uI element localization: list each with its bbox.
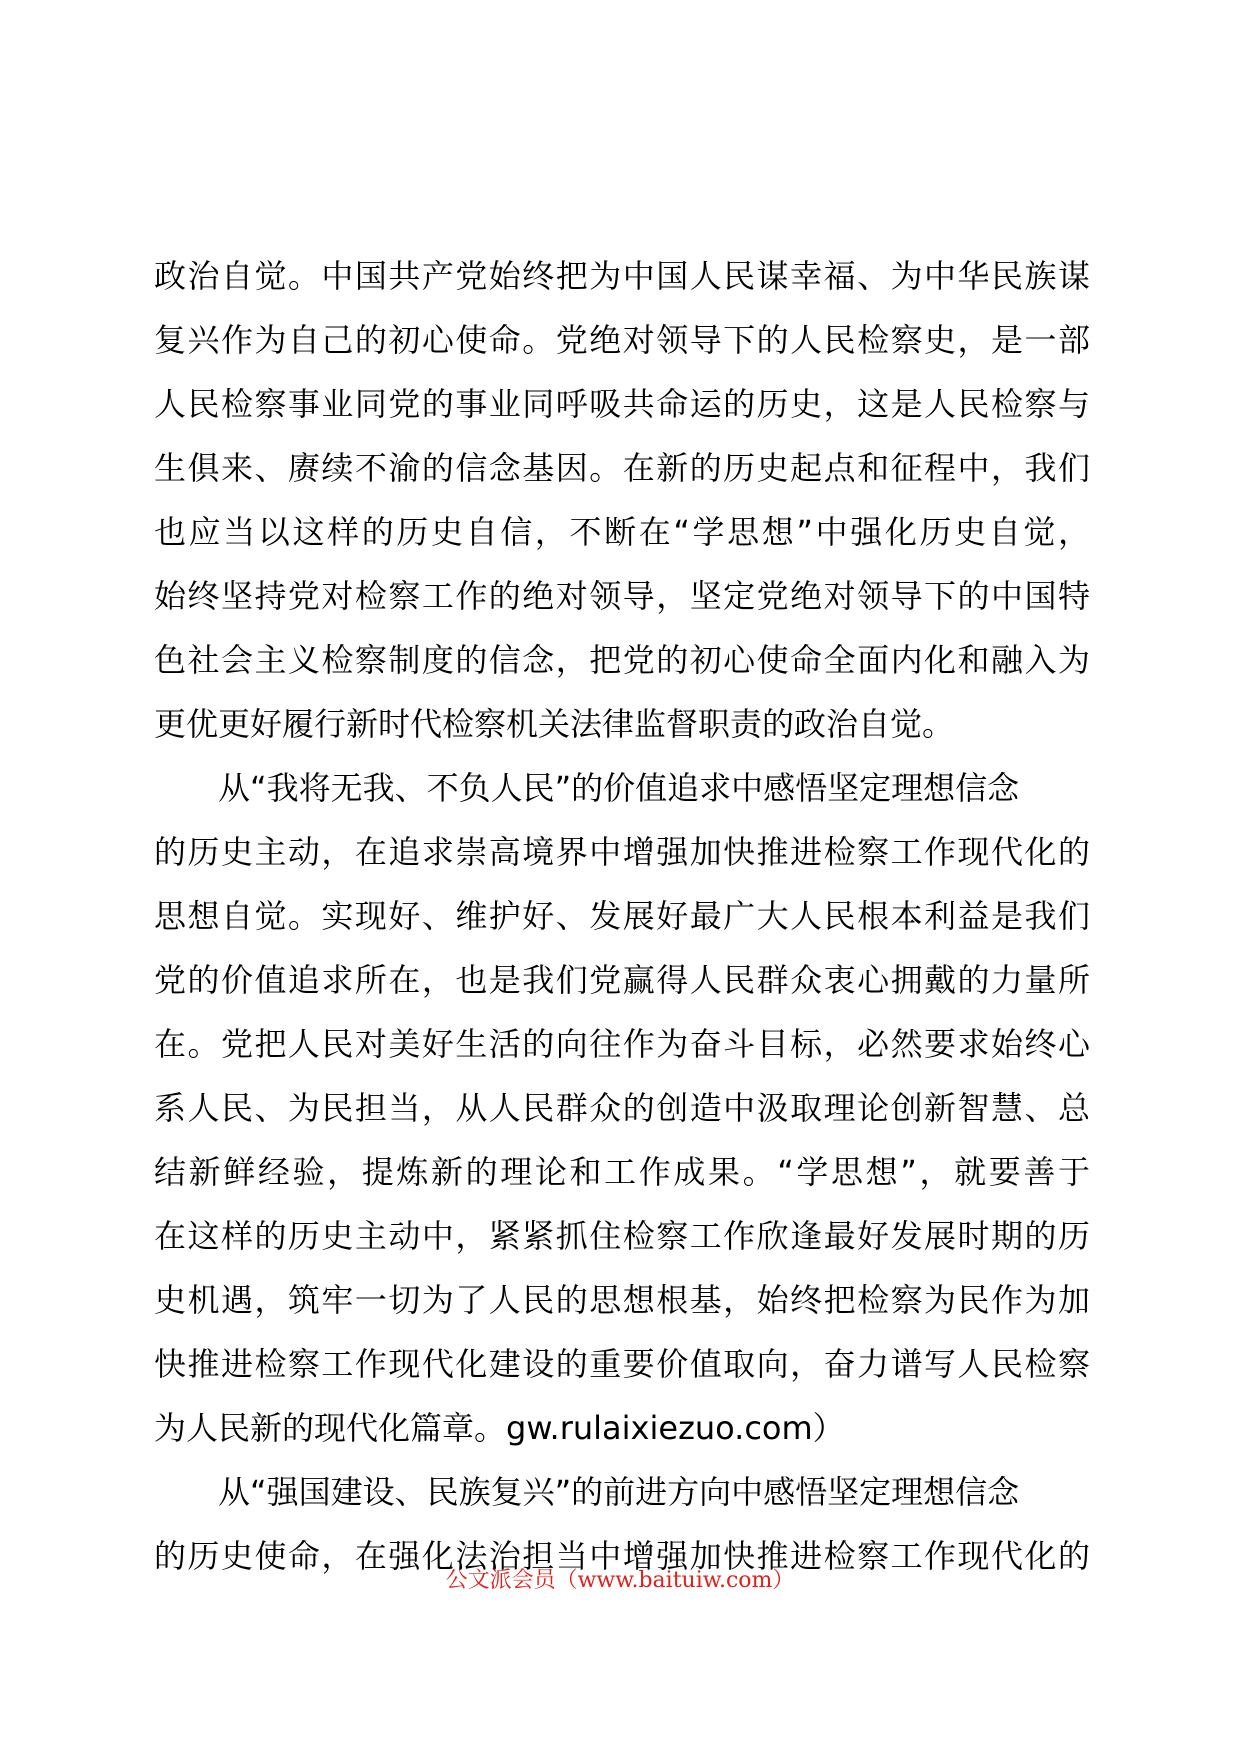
text-line-10: 的历史主动，在追求崇高境界中增强加快推进检察工作现代化的 [154,833,1090,871]
footer-watermark: 公文派会员（www.baituiw.com） [445,1568,795,1593]
text-line-3: 人民检察事业同党的事业同呼吸共命运的历史，这是人民检察与 [154,385,1090,423]
text-line-16: 在这样的历史主动中，紧紧抓住检察工作欣逢最好发展时期的历 [154,1217,1090,1255]
text-line-14: 系人民、为民担当，从人民群众的创造中汲取理论创新智慧、总 [154,1089,1090,1127]
text-line-2: 复兴作为自己的初心使命。党绝对领导下的人民检察史，是一部 [154,321,1090,359]
text-line-5: 也应当以这样的历史自信，不断在“学思想”中强化历史自觉， [154,513,1090,551]
text-line-15: 结新鲜经验，提炼新的理论和工作成果。“学思想”，就要善于 [154,1153,1090,1191]
text-line-19: 为人民新的现代化篇章。gw.rulaixiezuo.com） [154,1409,845,1447]
body-text [154,244,1090,1588]
text-line-4: 生俱来、赓续不渝的信念基因。在新的历史起点和征程中，我们 [154,449,1090,487]
text-line-13: 在。党把人民对美好生活的向往作为奋斗目标，必然要求始终心 [154,1025,1090,1063]
text-line-21: 的历史使命，在强化法治担当中增强加快推进检察工作现代化的 [154,1537,1090,1575]
text-line-8: 更优更好履行新时代检察机关法律监督职责的政治自觉。 [154,705,955,743]
text-line-12: 党的价值追求所在，也是我们党赢得人民群众衷心拥戴的力量所 [154,961,1090,999]
text-line-7: 色社会主义检察制度的信念，把党的初心使命全面内化和融入为 [154,641,1090,679]
text-line-20: 从“强国建设、民族复兴”的前进方向中感悟坚定理想信念 [218,1473,1020,1511]
text-line-1: 政治自觉。中国共产党始终把为中国人民谋幸福、为中华民族谋 [154,257,1090,295]
text-line-18: 快推进检察工作现代化建设的重要价值取向，奋力谱写人民检察 [154,1345,1090,1383]
text-line-6: 始终坚持党对检察工作的绝对领导，坚定党绝对领导下的中国特 [154,577,1090,615]
text-line-17: 史机遇，筑牢一切为了人民的思想根基，始终把检察为民作为加 [154,1281,1090,1319]
text-line-11: 思想自觉。实现好、维护好、发展好最广大人民根本利益是我们 [154,897,1090,935]
text-line-9: 从“我将无我、不负人民”的价值追求中感悟坚定理想信念 [218,769,1020,807]
